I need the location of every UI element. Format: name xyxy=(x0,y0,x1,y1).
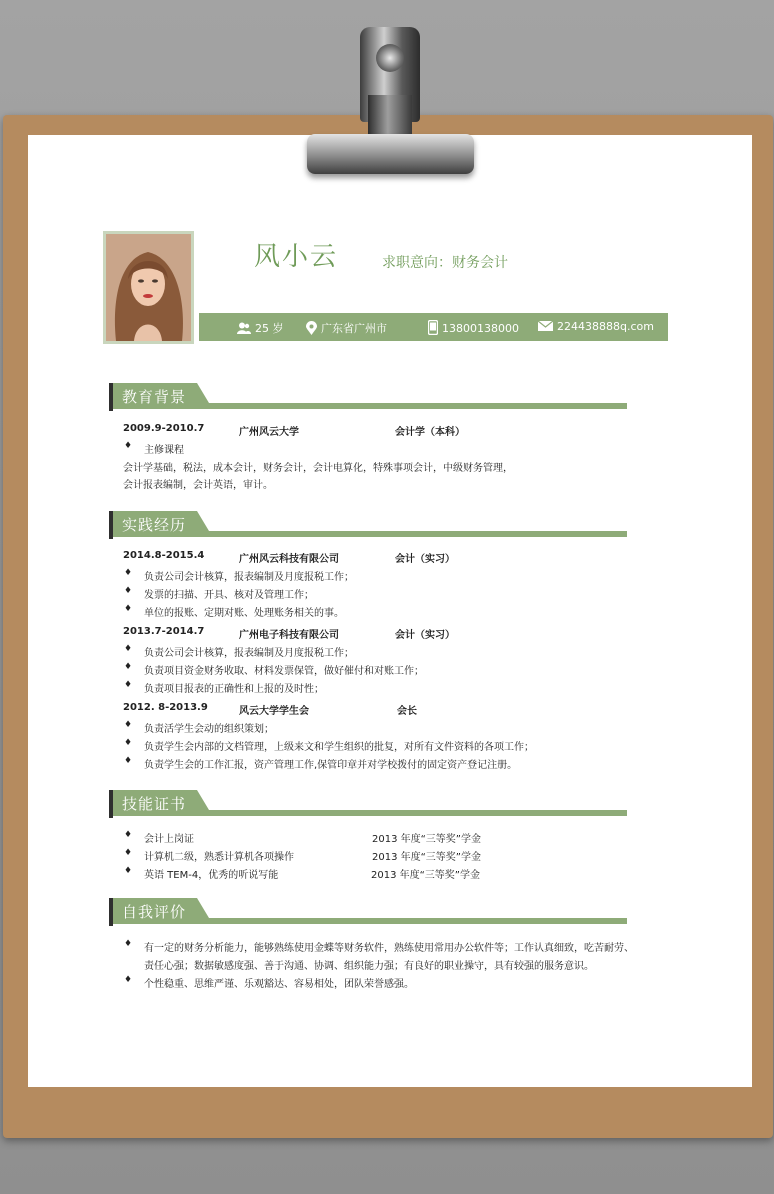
exp-item: 负责活学生会动的组织策划； xyxy=(144,724,274,735)
edu-course-line: 会计报表编制，会计英语，审计。 xyxy=(123,480,273,491)
self-eval-line: 个性稳重、思维严谨、乐观豁达、容易相处，团队荣誉感强。 xyxy=(144,979,414,990)
exp-item: 负责项目报表的正确性和上报的及时性； xyxy=(144,684,324,695)
section-marker xyxy=(109,898,113,926)
section-practice xyxy=(109,511,627,539)
skill-item: 英语 TEM-4，优秀的听说写能 xyxy=(144,870,279,881)
bullet: ♦ xyxy=(124,604,133,614)
phone-text: 13800138000 xyxy=(442,322,519,335)
candidate-name: 风小云 xyxy=(254,242,339,272)
job-intention: 求职意向：财务会计 xyxy=(382,255,508,271)
exp-item: 负责公司会计核算，报表编制及月度报税工作； xyxy=(144,572,354,583)
bullet: ♦ xyxy=(124,441,133,451)
skill-item: 计算机二级，熟悉计算机各项操作 xyxy=(144,852,294,863)
exp-org: 广州风云科技有限公司 xyxy=(239,554,339,565)
exp-role: 会计（实习） xyxy=(395,630,455,641)
bullet: ♦ xyxy=(124,975,133,985)
phone-item xyxy=(428,320,519,338)
exp-org: 风云大学学生会 xyxy=(239,706,309,717)
user-icon xyxy=(237,322,251,337)
bullet: ♦ xyxy=(124,720,133,730)
bullet: ♦ xyxy=(124,830,133,840)
age-text: 25 岁 xyxy=(255,322,284,335)
skill-item: 会计上岗证 xyxy=(144,834,194,845)
exp-period: 2014.8-2015.4 xyxy=(123,550,205,561)
email-item xyxy=(538,320,654,334)
bullet: ♦ xyxy=(124,848,133,858)
section-title: 技能证书 xyxy=(122,795,187,813)
bullet: ♦ xyxy=(124,939,133,949)
exp-item: 发票的扫描、开具、核对及管理工作； xyxy=(144,590,314,601)
award-item: 2013 年度“三等奖”学金 xyxy=(372,834,481,845)
edu-course-line: 会计学基础，税法，成本会计，财务会计，会计电算化，特殊事项会计，中级财务管理， xyxy=(123,463,513,474)
award-item: 2013 年度“三等奖”学金 xyxy=(372,852,481,863)
phone-icon xyxy=(428,320,438,338)
clip-base xyxy=(307,134,474,174)
exp-item: 负责学生会的工作汇报，资产管理工作,保管印章并对学校拨付的固定资产登记注册。 xyxy=(144,760,518,771)
section-title: 教育背景 xyxy=(122,388,187,406)
edu-school: 广州风云大学 xyxy=(239,427,299,438)
section-education xyxy=(109,383,627,411)
mail-icon xyxy=(538,321,553,334)
edu-period: 2009.9-2010.7 xyxy=(123,423,205,434)
exp-period: 2012. 8-2013.9 xyxy=(123,702,208,713)
edu-course-label: 主修课程 xyxy=(144,445,184,456)
exp-item: 负责项目资金财务收取、材料发票保管，做好催付和对账工作； xyxy=(144,666,424,677)
section-title: 自我评价 xyxy=(122,903,187,921)
exp-item: 负责公司会计核算，报表编制及月度报税工作； xyxy=(144,648,354,659)
section-self-eval xyxy=(109,898,627,926)
section-title: 实践经历 xyxy=(122,516,187,534)
clip-hole xyxy=(376,44,404,72)
email-text: 224438888q.com xyxy=(557,320,654,333)
bullet: ♦ xyxy=(124,680,133,690)
contact-bar xyxy=(199,313,668,341)
bullet: ♦ xyxy=(124,756,133,766)
exp-role: 会长 xyxy=(397,706,417,717)
self-eval-line: 责任心强；数据敏感度强、善于沟通、协调、组织能力强；有良好的职业操守，具有较强的服务意识。 xyxy=(144,961,594,972)
bullet: ♦ xyxy=(124,644,133,654)
location-item xyxy=(306,320,387,338)
bullet: ♦ xyxy=(124,568,133,578)
location-icon xyxy=(306,321,317,338)
award-item: 2013 年度“三等奖”学金 xyxy=(371,870,480,881)
edu-major: 会计学（本科） xyxy=(395,427,465,438)
bullet: ♦ xyxy=(124,586,133,596)
exp-role: 会计（实习） xyxy=(395,554,455,565)
exp-item: 负责学生会内部的文档管理，上级来文和学生组织的批复，对所有文件资料的各项工作； xyxy=(144,742,534,753)
section-skills xyxy=(109,790,627,818)
bullet: ♦ xyxy=(124,738,133,748)
bullet: ♦ xyxy=(124,866,133,876)
section-marker xyxy=(109,383,113,411)
exp-item: 单位的报账、定期对账、处理账务相关的事。 xyxy=(144,608,344,619)
section-marker xyxy=(109,511,113,539)
self-eval-line: 有一定的财务分析能力，能够熟练使用金蝶等财务软件，熟练使用常用办公软件等；工作认真细致，吃苦耐劳、 xyxy=(144,943,634,954)
profile-photo xyxy=(103,231,194,344)
location-text: 广东省广州市 xyxy=(321,322,387,335)
bullet: ♦ xyxy=(124,662,133,672)
section-marker xyxy=(109,790,113,818)
exp-org: 广州电子科技有限公司 xyxy=(239,630,339,641)
exp-period: 2013.7-2014.7 xyxy=(123,626,205,637)
age-item xyxy=(237,320,284,337)
